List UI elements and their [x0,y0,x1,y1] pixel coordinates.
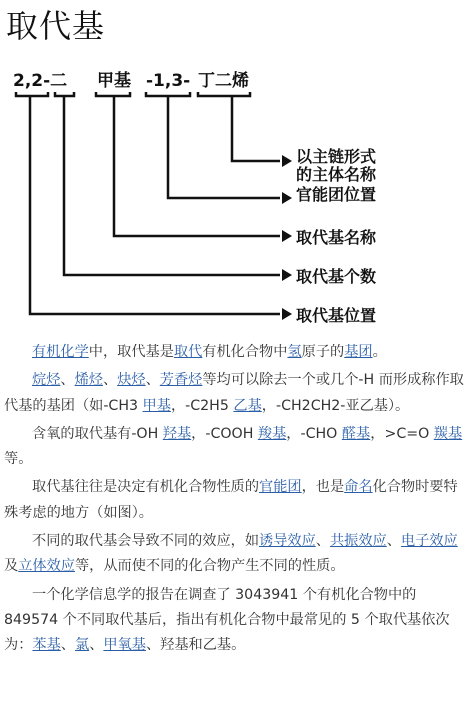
text-span: 、 [60,637,75,654]
label-group-position: 官能团位置 [296,185,377,204]
link-inductive-effect[interactable]: 诱导效应 [259,533,316,550]
link-alkane[interactable]: 烷烃 [32,372,61,389]
link-group[interactable]: 基团 [344,344,373,360]
name-part-3: -1,3- [146,71,191,91]
text-span: 等均可以除去一个或几个-H 而形成称作取代基的基团（如-CH3 [4,372,464,414]
text-span: ，-COOH [191,425,258,442]
name-part-1: 2,2-二 [13,71,68,91]
link-phenyl[interactable]: 苯基 [32,637,61,654]
text-span: 中，取代基是 [88,344,174,360]
paragraph [4,529,468,580]
link-aromatic[interactable]: 芳香烃 [159,372,203,389]
bracket-substituent-name [96,92,130,96]
text-span: 、 [89,637,104,654]
paragraph [4,340,468,365]
link-aldehyde[interactable]: 醛基 [341,425,371,442]
name-part-4: 丁二烯 [198,71,249,91]
text-span: ，>C=O [370,425,434,442]
paragraph [4,368,468,419]
label-main-chain-2: 的主体名称 [296,165,377,184]
label-substituent-count: 取代基个数 [296,267,377,286]
label-substituent-name: 取代基名称 [296,228,377,247]
link-methyl[interactable]: 甲基 [142,397,171,414]
link-alkyne[interactable]: 炔烃 [117,372,146,389]
text-span: 取代基往往是决定有机化合物性质的 [32,479,260,496]
text-span: 化合物时要特殊考虑的地方（如图）。 [4,479,458,521]
paragraph [4,422,468,473]
connector-group-position [168,96,280,198]
nomenclature-diagram [0,58,474,333]
text-span: 等。 [4,451,33,468]
link-hydrogen[interactable]: 氢 [287,344,302,360]
link-electronic-effect[interactable]: 电子效应 [400,533,458,550]
link-alkene[interactable]: 烯烃 [74,372,103,389]
link-nomenclature[interactable]: 命名 [344,479,373,496]
connector-count [64,96,280,275]
text-span: 、 [386,533,401,550]
link-carbonyl[interactable]: 羰基 [433,425,463,442]
bracket-count [55,92,74,96]
text-span: 不同的取代基会导致不同的效应，如 [32,533,260,550]
bracket-position [16,92,48,96]
label-main-chain-1: 以主链形式 [296,147,377,166]
text-span: 、 [145,372,160,389]
link-functional-group[interactable]: 官能团 [259,479,302,496]
text-span: 。 [372,344,387,360]
link-resonance-effect[interactable]: 共振效应 [329,533,387,550]
paragraph [4,475,468,526]
text-span: 、 [315,533,330,550]
arrow-heads [282,155,292,320]
bracket-lines [16,92,280,314]
text-span: ，-CHO [286,425,342,442]
text-span: ，也是 [301,479,345,496]
text-span: 及 [4,558,19,575]
text-span: 、 [102,372,118,389]
text-span: 、 [60,372,75,389]
text-span: 一个化学信息学的报告在调查了 3043941 个有机化合物中的 849574 个不同取代基后，指出有机化合物中最常见的 5 个取代基依次为： [4,586,450,654]
text-span: ，-C2H5 [170,397,234,414]
link-ethyl[interactable]: 乙基 [233,397,262,414]
link-substitution[interactable]: 取代 [173,344,203,360]
link-chlorine[interactable]: 氯 [74,637,90,654]
text-span: 有机化合物中 [202,344,288,360]
text-span: ，-CH2CH2-亚乙基）。 [261,397,410,414]
text-span: 等，从而使不同的化合物产生不同的性质。 [74,558,345,575]
link-carboxyl[interactable]: 羧基 [257,425,287,442]
link-hydroxyl[interactable]: 羟基 [162,425,192,442]
paragraph [4,583,468,659]
article-body [4,340,468,662]
text-span: 原子的 [301,344,345,360]
bracket-main-name [198,92,250,96]
link-steric-effect[interactable]: 立体效应 [18,558,75,575]
label-substituent-position: 取代基位置 [296,306,377,325]
connector-position [30,96,280,314]
name-part-2: 甲基 [97,71,131,91]
text-span: 含氧的取代基有-OH [32,425,163,442]
link-organic-chemistry[interactable]: 有机化学 [32,344,89,360]
page-title: 取代基 [6,7,106,45]
text-span: 、羟基和乙基。 [145,637,246,654]
link-methoxy[interactable]: 甲氧基 [103,637,146,654]
connector-main-name [232,96,280,161]
bracket-group-position [146,92,190,96]
connector-substituent-name [114,96,280,236]
